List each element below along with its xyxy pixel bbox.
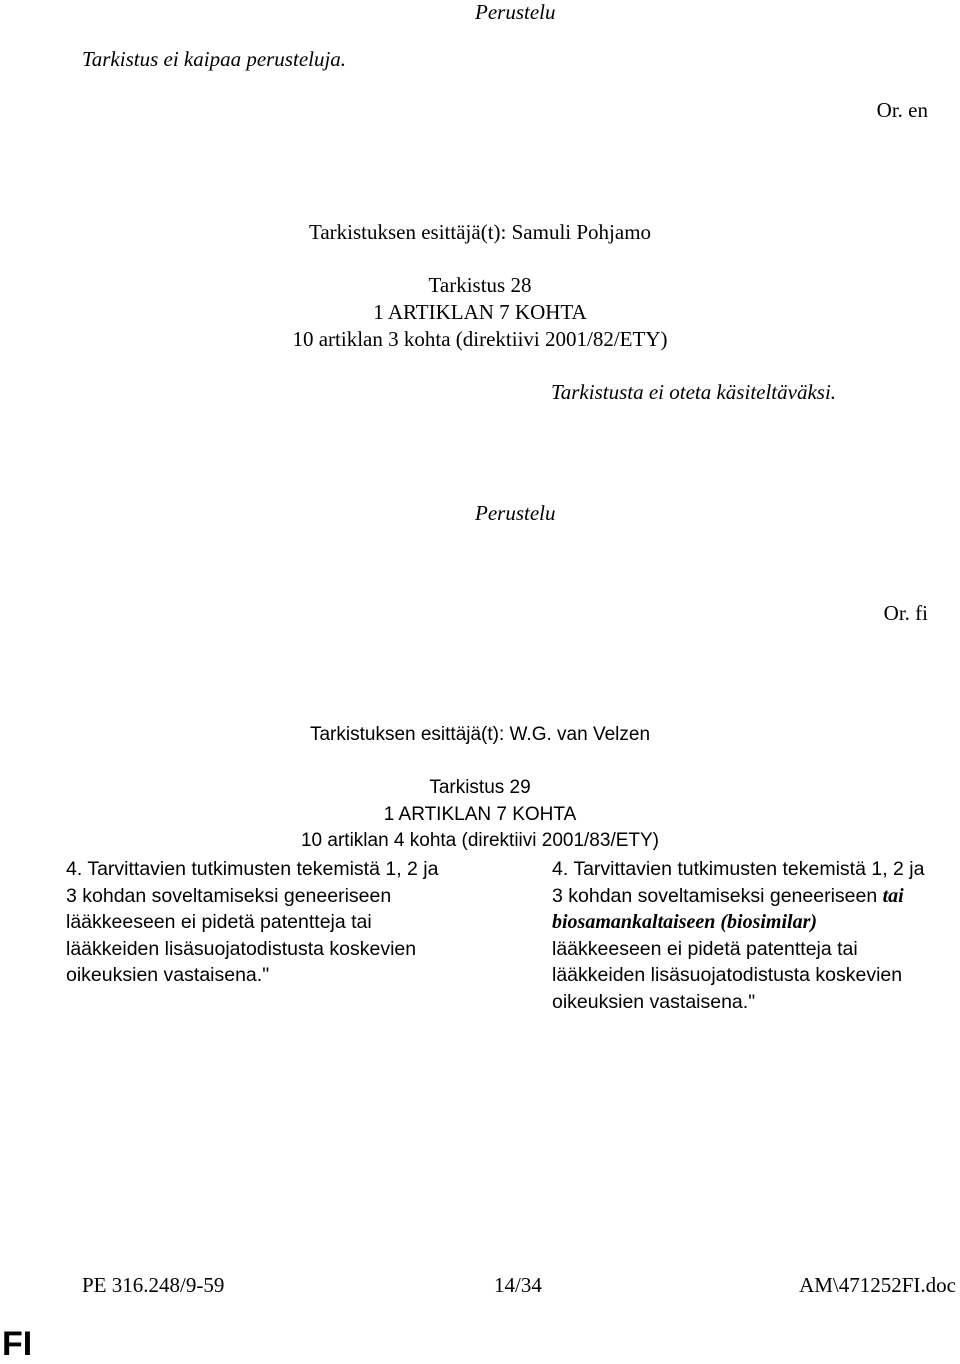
amendment-29-number: Tarkistus 29 [429,777,531,798]
amendment-29-article: 1 ARTIKLAN 7 KOHTA [383,804,577,825]
right-column-line [552,883,924,910]
right-column-line: 4. Tarvittavien tutkimusten tekemistä 1, 2 ja [552,858,925,880]
amendment-28-reference: 10 artiklan 3 kohta (direktiivi 2001/82/ETY) [292,327,668,351]
left-column-line: 4. Tarvittavien tutkimusten tekemistä 1, 2 ja [66,858,439,880]
amendment-29-reference: 10 artiklan 4 kohta (direktiivi 2001/83/ETY) [300,830,659,851]
amendment-28-status: Tarkistusta ei oteta käsiteltäväksi. [551,380,837,404]
right-column-line: oikeuksien vastaisena." [552,990,756,1013]
amendment-28-original-language: Or. fi [883,601,928,625]
footer-document-id: AM\471252FI.doc [799,1273,956,1297]
footer-pe-reference: PE 316.248/9-59 [82,1273,225,1297]
left-column-line: 3 kohdan soveltamiseksi geneeriseen [66,884,392,907]
top-original-language: Or. en [876,98,928,122]
left-column-line: lääkkeeseen ei pidetä patentteja tai [66,911,372,933]
top-heading: Perustelu [475,0,556,24]
footer-page-number: 14/34 [494,1273,542,1297]
amendment-28-heading: Perustelu [475,501,556,525]
right-column-emphasis-line: biosamankaltaiseen (biosimilar) [552,911,818,933]
right-column-emphasis: tai [882,884,904,907]
amendment-28-article: 1 ARTIKLAN 7 KOHTA [373,300,587,324]
amendment-29-left-column [66,856,438,989]
top-justification: Tarkistus ei kaipaa perusteluja. [82,47,347,71]
right-column-line: lääkkeeseen ei pidetä patentteja tai [552,937,858,960]
left-column-line: oikeuksien vastaisena." [66,964,270,986]
amendment-28-number: Tarkistus 28 [428,273,532,297]
footer-language-code: FI [2,1325,33,1363]
right-column-line: lääkkeiden lisäsuojatodistusta koskevien [552,964,903,986]
amendment-29-author: Tarkistuksen esittäjä(t): W.G. van Velzen [309,724,651,745]
amendment-29-right-column [552,856,924,1015]
right-column-text: 3 kohdan soveltamiseksi geneeriseen [552,884,883,907]
left-column-line: lääkkeiden lisäsuojatodistusta koskevien [66,937,417,960]
amendment-28-author: Tarkistuksen esittäjä(t): Samuli Pohjamo [308,220,652,244]
